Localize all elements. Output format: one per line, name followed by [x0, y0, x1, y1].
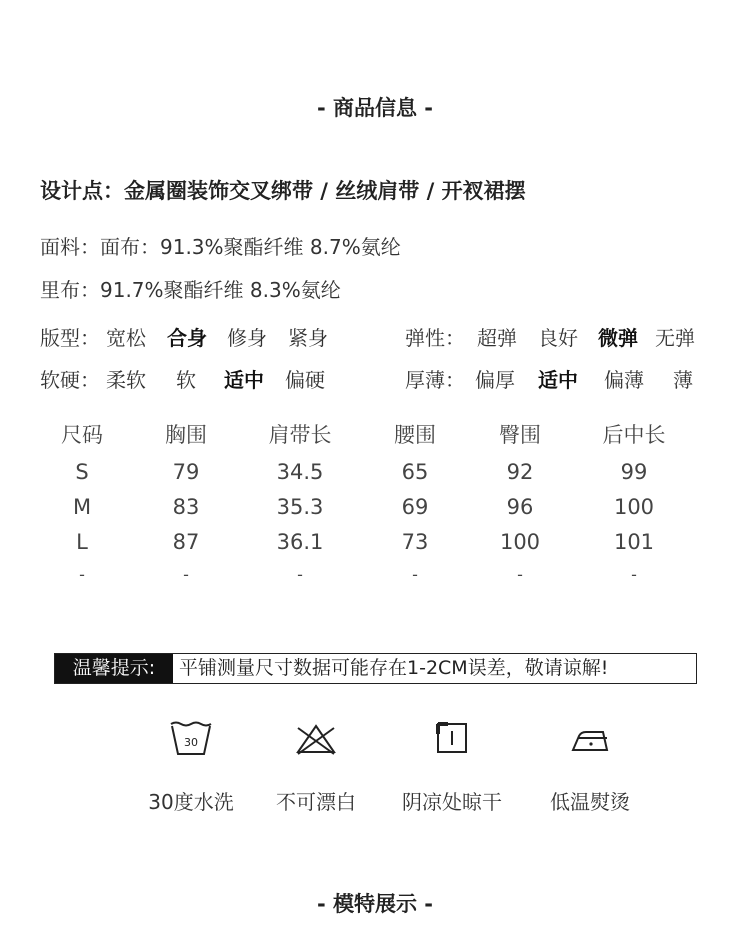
tips-bar: [54, 653, 697, 684]
tips-label: 温馨提示:: [55, 654, 173, 683]
softness-option: 软: [176, 368, 196, 392]
fabric-value: 面布：91.3%聚酯纤维 8.7%氨纶: [100, 235, 401, 259]
table-cell: 36.1: [276, 530, 324, 554]
fit-option: 宽松: [106, 326, 146, 350]
softness-option: 偏硬: [285, 368, 325, 392]
tips-text: 平铺测量尺寸数据可能存在1-2CM误差，敬请谅解!: [179, 657, 609, 679]
table-cell: 73: [401, 530, 429, 554]
softness-row: [40, 364, 360, 392]
table-cell: 96: [506, 495, 534, 519]
low-iron-icon: [569, 720, 611, 756]
table-cell: 65: [401, 460, 429, 484]
table-cell: -: [183, 565, 189, 584]
table-cell: 100: [613, 495, 655, 519]
thickness-label: 厚薄：: [405, 368, 465, 392]
fit-option: 修身: [227, 326, 267, 350]
table-cell: M: [72, 495, 92, 519]
table-cell: -: [79, 565, 85, 584]
wash-30-icon: [170, 720, 212, 756]
thickness-option: 薄: [673, 368, 693, 392]
wash-temp-text: 30: [184, 736, 198, 749]
care-item-wash: [121, 720, 261, 815]
table-cell: 100: [499, 530, 541, 554]
table-header: 后中长: [602, 423, 666, 447]
care-label: 不可漂白: [276, 790, 356, 814]
table-cell: -: [631, 565, 637, 584]
elasticity-option-selected: 微弹: [598, 326, 638, 350]
table-cell: 35.3: [276, 495, 324, 519]
table-cell: 99: [620, 460, 648, 484]
elasticity-option: 良好: [538, 326, 578, 350]
care-label: 30度水洗: [148, 790, 234, 814]
fit-label: 版型：: [40, 326, 100, 350]
table-cell: 87: [172, 530, 200, 554]
table-cell: 83: [172, 495, 200, 519]
thickness-option: 偏薄: [604, 368, 644, 392]
fabric-row: [40, 231, 401, 260]
lining-row: [40, 274, 341, 303]
table-cell: 34.5: [276, 460, 324, 484]
table-cell: -: [517, 565, 523, 584]
thickness-row: [405, 364, 725, 392]
thickness-option-selected: 适中: [538, 368, 578, 392]
fit-row: [40, 322, 360, 350]
care-item-iron: [520, 720, 660, 815]
elasticity-option: 无弹: [655, 326, 695, 350]
shade-dry-icon: [431, 720, 473, 756]
table-header: 尺码: [61, 423, 103, 447]
softness-label: 软硬：: [40, 368, 100, 392]
lining-value: 91.7%聚酯纤维 8.3%氨纶: [100, 278, 341, 302]
table-cell: -: [297, 565, 303, 584]
elasticity-row: [405, 322, 725, 350]
lining-label: 里布：: [40, 278, 100, 302]
elasticity-label: 弹性：: [405, 326, 465, 350]
design-points: 设计点：金属圈装饰交叉绑带 / 丝绒肩带 / 开衩裙摆: [40, 179, 526, 203]
table-cell: 69: [401, 495, 429, 519]
table-cell: -: [412, 565, 418, 584]
softness-option: 柔软: [106, 368, 146, 392]
care-label: 阴凉处晾干: [402, 790, 502, 814]
table-cell: 101: [613, 530, 655, 554]
fabric-label: 面料：: [40, 235, 100, 259]
model-display-title: - 模特展示 -: [316, 892, 434, 916]
thickness-option: 偏厚: [475, 368, 515, 392]
fit-option: 紧身: [288, 326, 328, 350]
care-item-bleach: [246, 720, 386, 815]
table-header: 腰围: [394, 423, 436, 447]
no-bleach-icon: [295, 720, 337, 756]
table-cell: S: [75, 460, 89, 484]
table-cell: L: [76, 530, 88, 554]
table-cell: 79: [172, 460, 200, 484]
table-header: 肩带长: [268, 423, 332, 447]
table-cell: 92: [506, 460, 534, 484]
care-item-dry: [382, 720, 522, 815]
fit-option-selected: 合身: [167, 326, 207, 350]
product-info-title: - 商品信息 -: [316, 96, 434, 120]
softness-option-selected: 适中: [224, 368, 264, 392]
care-label: 低温熨烫: [550, 790, 630, 814]
table-header: 胸围: [165, 423, 207, 447]
table-header: 臀围: [499, 423, 541, 447]
elasticity-option: 超弹: [477, 326, 517, 350]
